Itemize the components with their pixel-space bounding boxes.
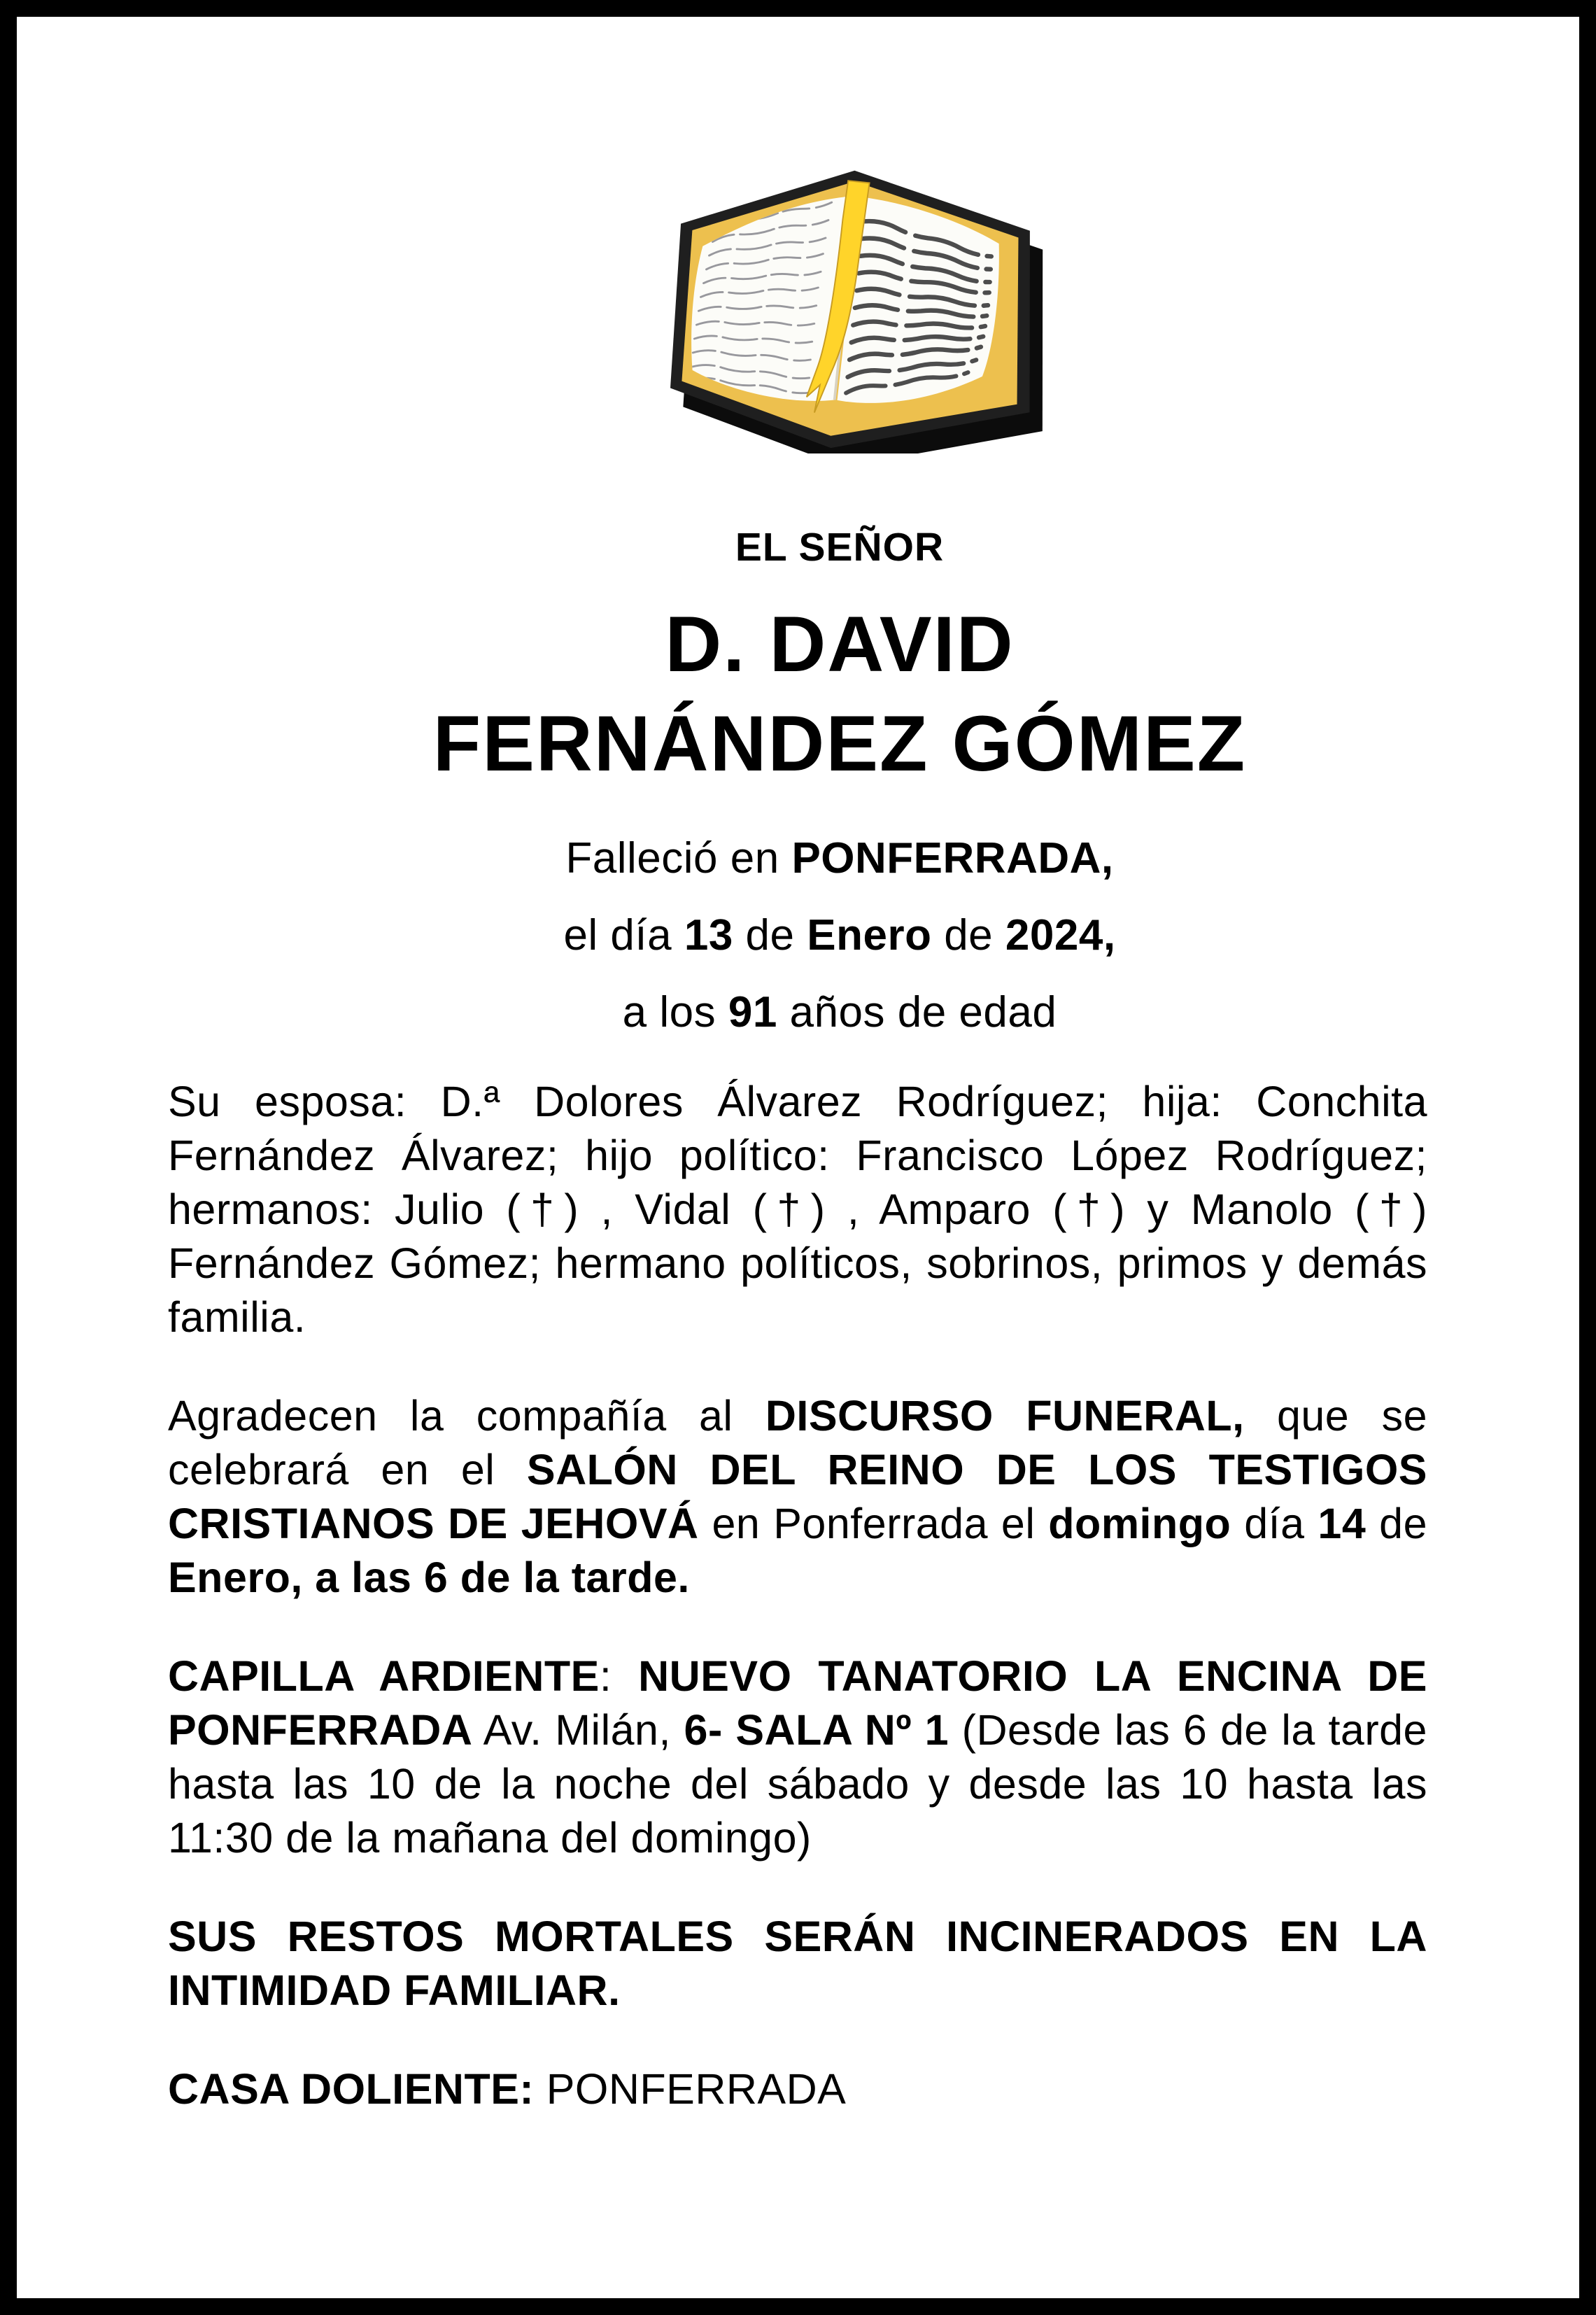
open-book-icon bbox=[616, 119, 1064, 453]
bold-text-run: Enero bbox=[807, 911, 932, 959]
bold-text-run: 14 bbox=[1318, 1500, 1367, 1547]
book-group bbox=[658, 153, 1064, 453]
text-run: PONFERRADA bbox=[534, 2065, 847, 2113]
text-run: (Desde las 6 de la tarde hasta las 10 de la noche del sábado y desde las 10 hasta las 11:30 de la mañana del domingo) bbox=[168, 1706, 1427, 1862]
bold-text-run: SALÓN DEL REINO DE LOS TESTIGOS CRISTIANOS DE JEHOVÁ bbox=[168, 1446, 1427, 1547]
text-run: de bbox=[1366, 1500, 1427, 1547]
esquela-content bbox=[17, 119, 1579, 2315]
text-run: que se celebrará en el bbox=[168, 1392, 1428, 1493]
text-run: Av. Milán, bbox=[472, 1706, 684, 1754]
bold-text-run: PONFERRADA, bbox=[791, 834, 1114, 882]
text-run: en Ponferrada el bbox=[698, 1500, 1049, 1547]
text-run: el día bbox=[563, 911, 684, 959]
bold-text-run: NUEVO TANATORIO LA ENCINA DE PONFERRADA bbox=[168, 1652, 1427, 1754]
bold-text-run: 91 bbox=[728, 988, 777, 1036]
text-run: día bbox=[1231, 1500, 1318, 1547]
open-book-image bbox=[616, 119, 1064, 453]
bold-text-run: CAPILLA ARDIENTE bbox=[168, 1652, 600, 1700]
funeral-service-paragraph bbox=[168, 1389, 1427, 1605]
bold-text-run: Enero, a las 6 de la tarde. bbox=[168, 1554, 690, 1601]
bold-text-run: domingo bbox=[1048, 1500, 1231, 1547]
deceased-name-line-2: FERNÁNDEZ GÓMEZ bbox=[432, 700, 1247, 787]
text-run: Su esposa: D.ª Dolores Álvarez Rodríguez; hija: Conchita Fernández Álvarez; hijo político: Francisco López Rodríguez; hermanos: Julio (†) , Vidal (†) , Amparo (†) y Manolo (†) Fernández Gómez; hermano políticos, sobrinos, primos y demás familia. bbox=[168, 1078, 1427, 1341]
bold-text-run: 6- SALA Nº 1 bbox=[684, 1706, 949, 1754]
deceased-honorific: EL SEÑOR bbox=[735, 525, 945, 570]
death-detail-line bbox=[210, 908, 1469, 963]
bold-text-run: SUS RESTOS MORTALES SERÁN INCINERADOS EN LA INTIMIDAD FAMILIAR. bbox=[168, 1913, 1427, 2014]
deceased-name-line-1: D. DAVID bbox=[665, 600, 1015, 688]
text-run: de bbox=[733, 911, 807, 959]
text-run: a los bbox=[622, 988, 728, 1036]
mourning-house-paragraph bbox=[168, 2062, 1427, 2116]
death-detail-line bbox=[210, 985, 1469, 1040]
bold-text-run: CASA DOLIENTE: bbox=[168, 2065, 535, 2113]
bold-text-run: 13 bbox=[684, 911, 733, 959]
bold-text-run: DISCURSO FUNERAL, bbox=[765, 1392, 1245, 1440]
text-run: Agradecen la compañía al bbox=[168, 1392, 765, 1440]
body-paragraphs bbox=[168, 1075, 1427, 2116]
cremation-paragraph bbox=[168, 1910, 1427, 2018]
deceased-name bbox=[210, 595, 1469, 794]
text-run: Falleció en bbox=[565, 834, 792, 882]
family-paragraph bbox=[168, 1075, 1427, 1344]
text-run: : bbox=[599, 1652, 639, 1700]
text-run: años de edad bbox=[777, 988, 1057, 1036]
wake-chapel-paragraph bbox=[168, 1649, 1427, 1865]
bold-text-run: 2024, bbox=[1005, 911, 1116, 959]
text-run: de bbox=[931, 911, 1005, 959]
death-detail-line bbox=[210, 831, 1469, 886]
death-details bbox=[210, 831, 1469, 1040]
